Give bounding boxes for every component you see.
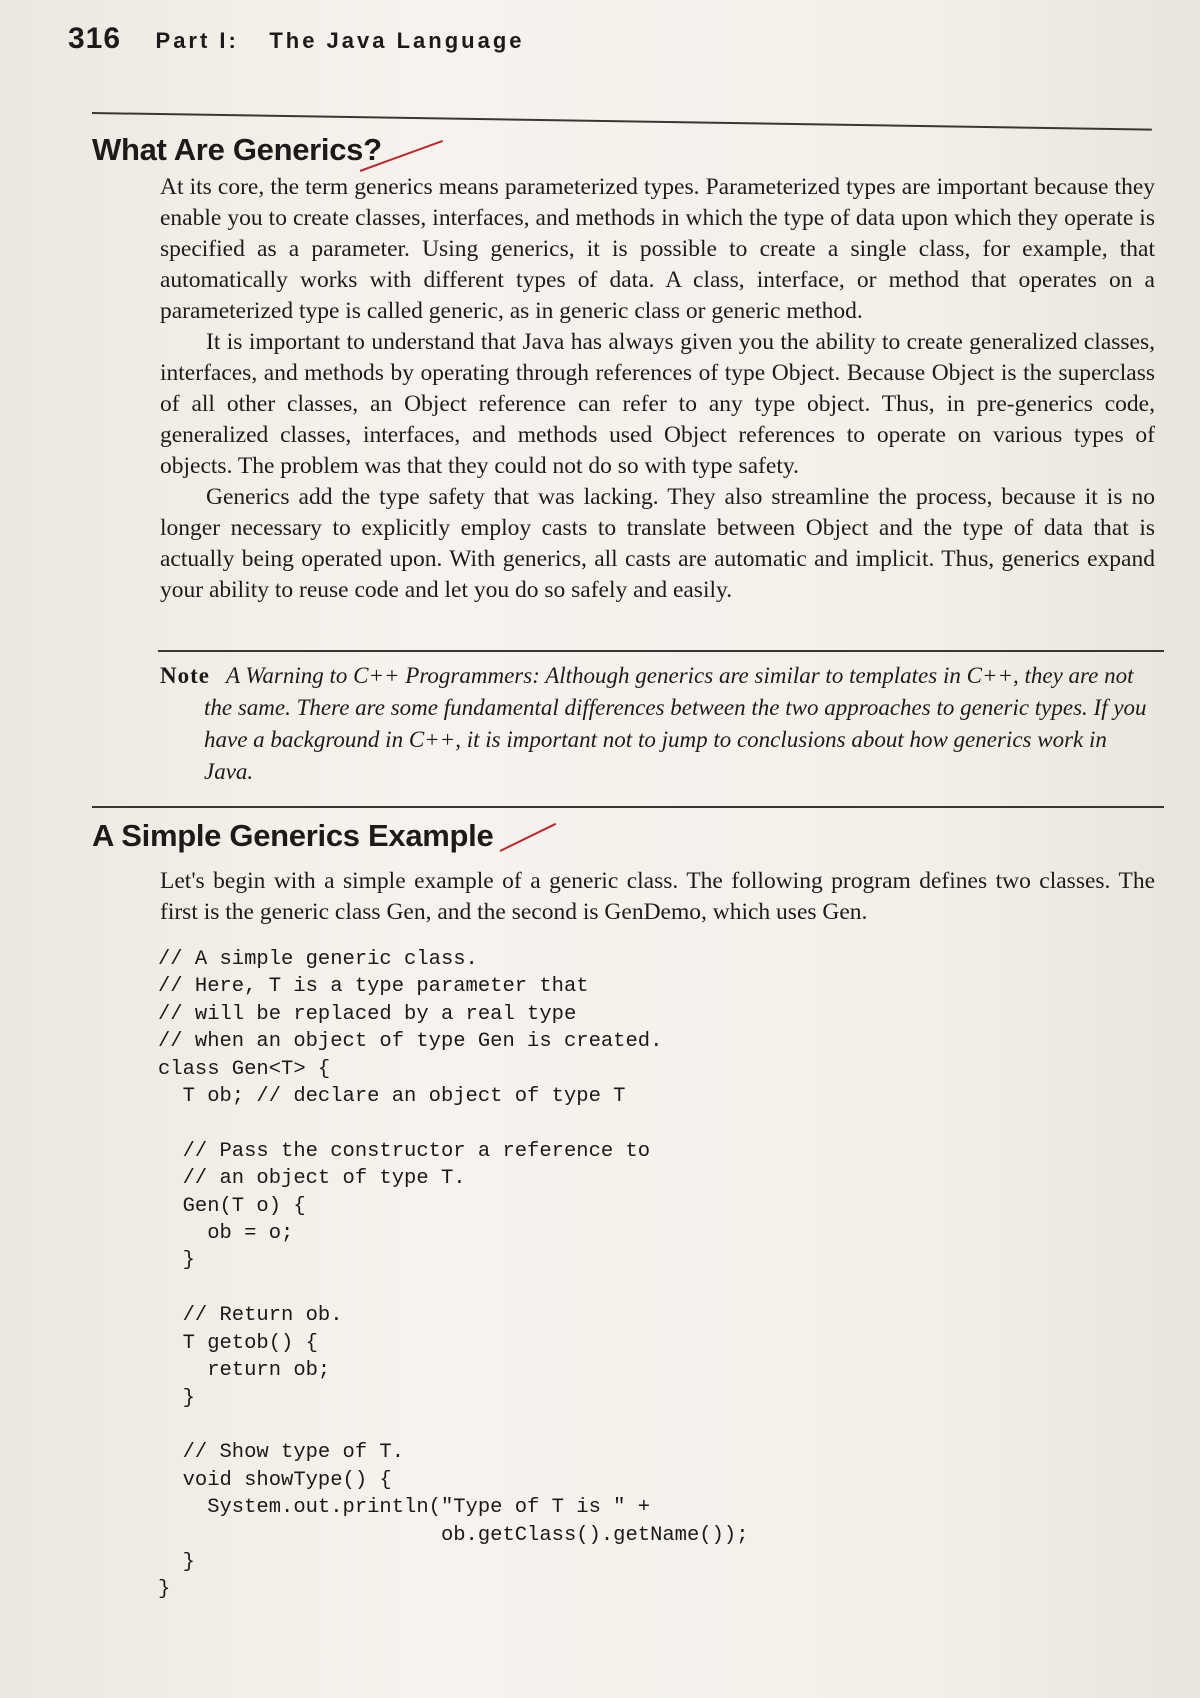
page-number: 316	[68, 22, 122, 55]
paragraph: Generics add the type safety that was lacking. They also streamline the process, because it is no longer necessary to explicitly employ casts to translate between Object and the type of data that is actually being operated upon. With generics, all casts are automatic and implicit. Thus, generics expand your ability to reuse code and let you do so safely and easily.	[160, 484, 1155, 603]
book-title: The Java Language	[269, 28, 525, 53]
section-divider-top	[92, 112, 1152, 131]
part-label: Part I:	[155, 28, 239, 53]
note-divider-top	[158, 650, 1164, 652]
running-header	[68, 22, 525, 56]
section1-body	[160, 172, 1155, 606]
pen-annotation	[500, 823, 557, 852]
paragraph: It is important to understand that Java has always given you the ability to create generalized classes, interfaces, and methods by operating through references of type Object. Because Object is the superclass of all other classes, an Object reference can refer to any type object. Thus, in pre-generics code, generalized classes, interfaces, and methods used Object references to operate on various types of objects. The problem was that they could not do so with type safety.	[160, 329, 1155, 479]
section-heading-generics: What Are Generics?	[92, 132, 382, 167]
note-label: Note	[160, 663, 210, 688]
note-box	[160, 660, 1160, 788]
paragraph: At its core, the term generics means parameterized types. Parameterized types are important because they enable you to create classes, interfaces, and methods in which the type of data upon which they operate is specified as a parameter. Using generics, it is possible to create a single class, for example, that automatically works with different types of data. A class, interface, or method that operates on a parameterized type is called generic, as in generic class or generic method.	[160, 174, 1155, 324]
note-text: A Warning to C++ Programmers: Although generics are similar to templates in C++, they are not the same. There are some fundamental differences between the two approaches to generic types. If you have a background in C++, it is important not to jump to conclusions about how generics work in Java.	[204, 663, 1147, 784]
code-listing: // A simple generic class. // Here, T is a type parameter that // will be replaced by a real type // when an object of type Gen is created. class Gen<T> { T ob; // declare an object of type T // Pass the constructor a reference to // an object of type T. Gen(T o) { ob = o; } // Return ob. T getob() { return ob; } // Show type of T. void showType() { System.out.println("Type of T is " + ob.getClass().getName()); } }	[158, 948, 749, 1602]
section2-intro	[160, 866, 1155, 928]
section-heading-simple-example: A Simple Generics Example	[92, 818, 494, 853]
paragraph: Let's begin with a simple example of a generic class. The following program defines two classes. The first is the generic class Gen, and the second is GenDemo, which uses Gen.	[160, 868, 1155, 925]
section-divider-bottom	[92, 806, 1164, 808]
